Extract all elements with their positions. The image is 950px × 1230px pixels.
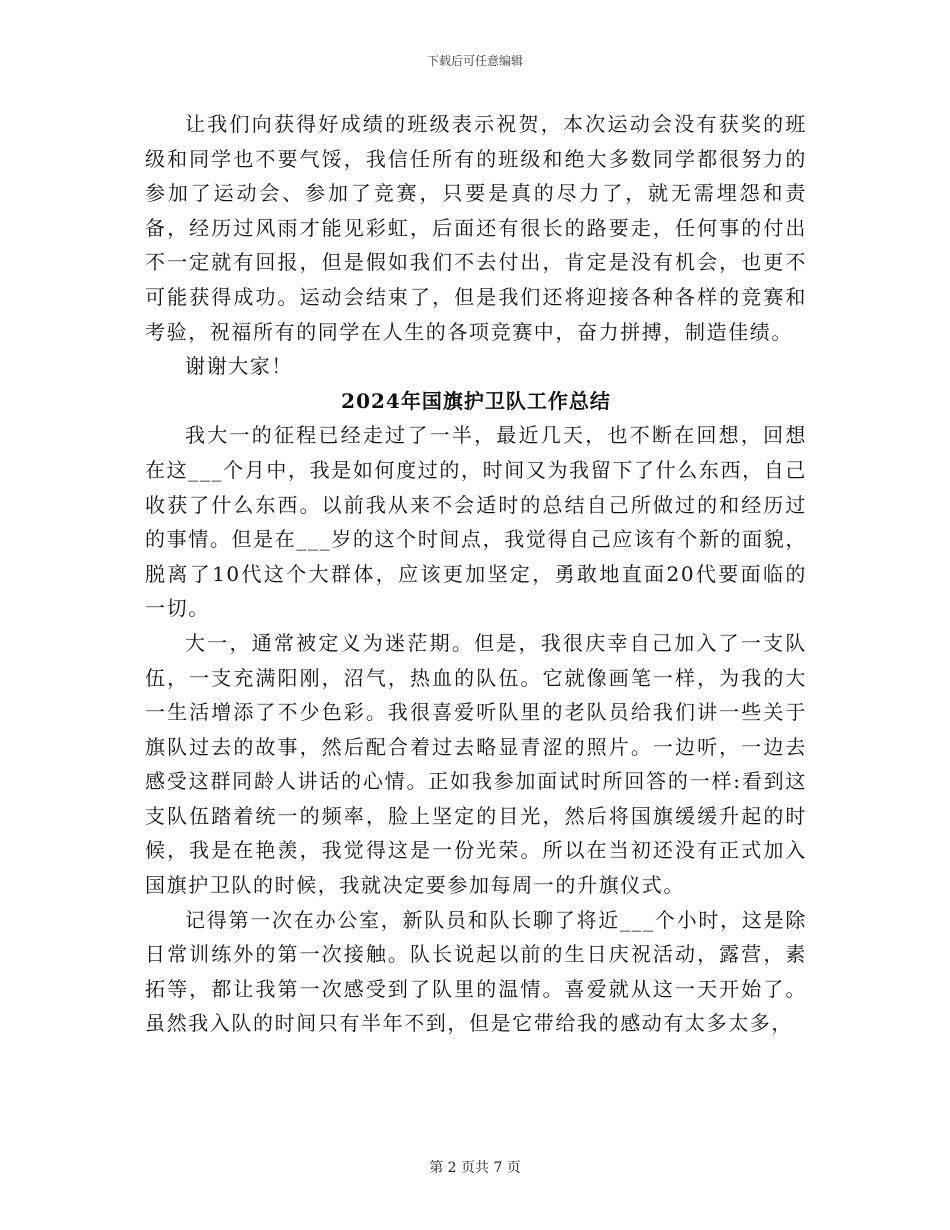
- section-title: 2024年国旗护卫队工作总结: [341, 388, 611, 413]
- page-footer: 第 2 页共 7 页: [429, 1160, 521, 1176]
- document-body: [145, 107, 807, 1041]
- paragraph-body-1: 我大一的征程已经走过了一半，最近几天，也不断在回想，回想在这___个月中，我是如何度过的，时间又为我留下了什么东西，自己收获了什么东西。以前我从来不会适时的总结自己所做过的和经历过的事情。但是在___岁的这个时间点，我觉得自己应该有个新的面貌，脱离了10代这个大群体，应该更加坚定，勇敢地直面20代要面临的一切。: [145, 423, 807, 621]
- paragraph-body-3: 记得第一次在办公室，新队员和队长聊了将近___个小时，这是除日常训练外的第一次接触。队长说起以前的生日庆祝活动，露营，素拓等，都让我第一次感受到了队里的温情。喜爱就从这一天开始了。虽然我入队的时间只有半年不到，但是它带给我的感动有太多太多，: [145, 907, 807, 1036]
- paragraph-congratulations: 让我们向获得好成绩的班级表示祝贺，本次运动会没有获奖的班级和同学也不要气馁，我信任所有的班级和绝大多数同学都很努力的参加了运动会、参加了竞赛，只要是真的尽力了，就无需埋怨和责备，经历过风雨才能见彩虹，后面还有很长的路要走，任何事的付出不一定就有回报，但是假如我们不去付出，肯定是没有机会，也更不可能获得成功。运动会结束了，但是我们还将迎接各种各样的竞赛和考验，祝福所有的同学在人生的各项竞赛中，奋力拼搏，制造佳绩。: [145, 112, 807, 344]
- page-header: 下载后可任意编辑: [426, 54, 523, 68]
- paragraph-thanks: 谢谢大家！: [185, 354, 293, 379]
- paragraph-body-2: 大一，通常被定义为迷茫期。但是，我很庆幸自己加入了一支队伍，一支充满阳刚，沼气，热血的队伍。它就像画笔一样，为我的大一生活增添了不少色彩。我很喜爱听队里的老队员给我们讲一些关于旗队过去的故事，然后配合着过去略显青涩的照片。一边听，一边去感受这群同龄人讲话的心情。正如我参加面试时所回答的一样:看到这支队伍踏着统一的频率，脸上坚定的目光，然后将国旗缓缓升起的时候，我是在艳羡，我觉得这是一份光荣。所以在当初还没有正式加入国旗护卫队的时候，我就决定要参加每周一的升旗仪式。: [145, 630, 807, 898]
